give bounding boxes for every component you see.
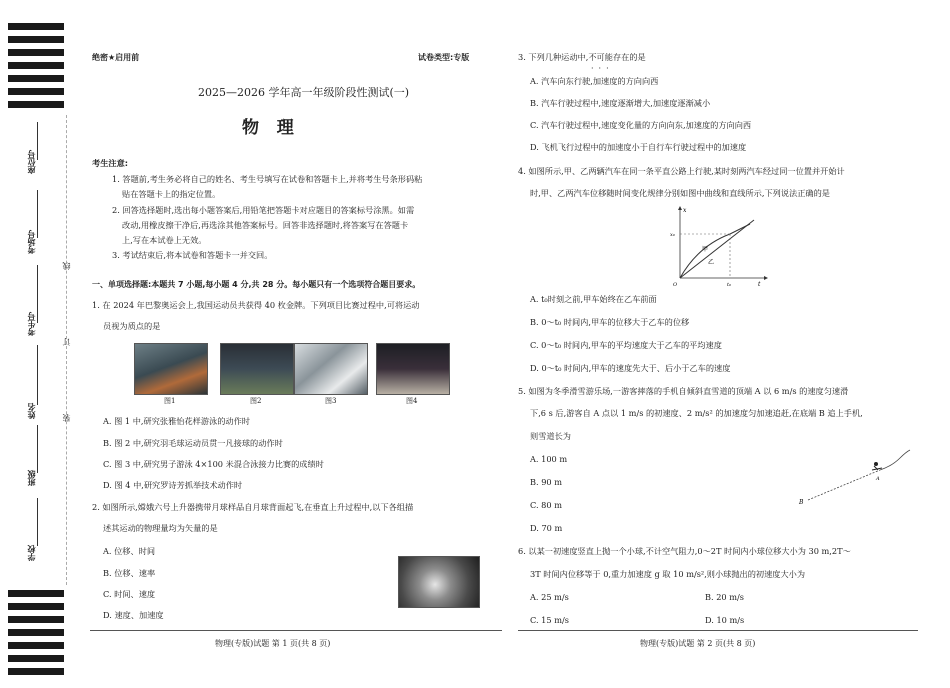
binding-bar bbox=[8, 655, 64, 662]
exam-title: 2025—2026 学年高一年级阶段性测试(一) bbox=[198, 86, 410, 99]
notice-line: 3. 考试结束后,将本试卷和答题卡一并交回。 bbox=[112, 250, 273, 260]
slope-line bbox=[808, 470, 880, 500]
secret-mark: 绝密★启用前 bbox=[92, 53, 140, 62]
footer-rule bbox=[518, 630, 918, 631]
q2-option-d: D. 速度、加速度 bbox=[103, 610, 164, 620]
name-label: 姓名 bbox=[27, 403, 36, 419]
slope-top bbox=[880, 450, 910, 470]
line-yi bbox=[680, 220, 754, 278]
binding-bar bbox=[8, 668, 64, 675]
figure-4-image bbox=[376, 343, 450, 395]
footer-right: 物理(专版)试题 第 2 页(共 8 页) bbox=[640, 639, 756, 648]
q5-ski-slope-figure bbox=[792, 448, 914, 506]
student-number-label: 考生号 bbox=[27, 312, 36, 336]
svg-text:x: x bbox=[683, 207, 687, 214]
fill-line bbox=[37, 190, 38, 238]
q4-stem: 时,甲、乙两汽车位移随时间变化规律分别如图中曲线和直线所示,下列说法正确的是 bbox=[530, 188, 830, 198]
q5-option-c: C. 80 m bbox=[530, 500, 562, 510]
binding-bar bbox=[8, 23, 64, 30]
svg-text:x₀: x₀ bbox=[670, 232, 675, 238]
fill-line bbox=[37, 498, 38, 546]
figure-3-image bbox=[294, 343, 368, 395]
notice-line: 贴在答题卡上的指定位置。 bbox=[122, 189, 221, 199]
binding-bar bbox=[8, 616, 64, 623]
school-label: 学校 bbox=[27, 545, 36, 561]
q2-option-b: B. 位移、速率 bbox=[103, 568, 156, 578]
svg-text:O: O bbox=[673, 282, 678, 288]
binding-bar bbox=[8, 88, 64, 95]
q5-option-a: A. 100 m bbox=[530, 454, 568, 464]
binding-bar bbox=[8, 101, 64, 108]
q4-option-b: B. 0～t₀ 时间内,甲车的位移大于乙车的位移 bbox=[530, 317, 690, 327]
q6-option-b: B. 20 m/s bbox=[705, 592, 744, 602]
binding-bar bbox=[8, 629, 64, 636]
notice-line: 1. 答题前,考生务必将自己的姓名、考生号填写在试卷和答题卡上,并将考生号条形码粘 bbox=[112, 174, 423, 184]
svg-text:B: B bbox=[799, 499, 804, 506]
q5-stem: 5. 如图为冬季滑雪游乐场,一游客摔落的手机自倾斜直雪道的顶端 A 以 6 m/s 的速度匀速滑 bbox=[518, 386, 849, 396]
q3-stem: 3. 下列几种运动中,不可能存在的是 bbox=[518, 52, 646, 62]
binding-bar bbox=[8, 603, 64, 610]
q3-option-a: A. 汽车向东行驶,加速度的方向向西 bbox=[530, 76, 659, 86]
figure-1-caption: 图1 bbox=[164, 397, 176, 405]
binding-bar bbox=[8, 75, 64, 82]
notice-line: 2. 回答选择题时,选出每小题答案后,用铅笔把答题卡对应题目的答案标号涂黑。如需 bbox=[112, 205, 415, 215]
binding-dashed-line bbox=[66, 115, 67, 585]
binding-bar bbox=[8, 642, 64, 649]
notice-line: 上,写在本试卷上无效。 bbox=[122, 235, 207, 245]
q6-option-d: D. 10 m/s bbox=[705, 615, 745, 625]
figure-2-image bbox=[220, 343, 294, 395]
svg-text:A: A bbox=[876, 476, 880, 482]
seat-number-label: 座位号 bbox=[27, 150, 36, 174]
q6-option-a: A. 25 m/s bbox=[530, 592, 569, 602]
footer-rule bbox=[90, 630, 502, 631]
q2-option-c: C. 时间、速度 bbox=[103, 589, 156, 599]
notice-line: 改动,用橡皮擦干净后,再选涂其他答案标号。回答非选择题时,将答案写在答题卡 bbox=[122, 220, 409, 230]
q5-stem: 下,6 s 后,游客自 A 点以 1 m/s 的初速度、2 m/s² 的加速度匀加速追赶,在底端 B 追上手机, bbox=[530, 408, 863, 418]
q3-option-d: D. 飞机飞行过程中的加速度小于自行车行驶过程中的加速度 bbox=[530, 142, 747, 152]
q2-option-a: A. 位移、时间 bbox=[103, 546, 156, 556]
figure-4-caption: 图4 bbox=[406, 397, 418, 405]
svg-text:t₀: t₀ bbox=[727, 282, 732, 288]
notice-title: 考生注意: bbox=[92, 158, 129, 168]
figure-2-caption: 图2 bbox=[250, 397, 262, 405]
q5-option-d: D. 70 m bbox=[530, 523, 563, 533]
q2-stem: 述其运动的物理量均为矢量的是 bbox=[103, 523, 218, 533]
svg-text:t: t bbox=[758, 281, 761, 288]
q1-stem: 1. 在 2024 年巴黎奥运会上,我国运动员共获得 40 枚金牌。下列项目比赛过程中,可将运动 bbox=[92, 300, 420, 310]
binding-char-line: 线 bbox=[62, 262, 71, 270]
q6-stem: 3T 时间内位移等于 0,重力加速度 g 取 10 m/s²,则小球抛出的初速度大小为 bbox=[530, 569, 806, 579]
q4-xt-graph bbox=[668, 206, 768, 288]
q1-option-b: B. 图 2 中,研究羽毛球运动员贯一凡接球的动作时 bbox=[103, 438, 283, 448]
svg-text:乙: 乙 bbox=[708, 259, 715, 266]
q3-option-c: C. 汽车行驶过程中,速度变化量的方向向东,加速度的方向向西 bbox=[530, 120, 752, 130]
q3-option-b: B. 汽车行驶过程中,速度逐渐增大,加速度逐渐减小 bbox=[530, 98, 711, 108]
q2-stem: 2. 如图所示,嫦娥六号上升器携带月球样品自月球背面起飞,在垂直上升过程中,以下各组描 bbox=[92, 502, 414, 512]
q6-stem: 6. 以某一初速度竖直上抛一个小球,不计空气阻力,0～2T 时间内小球位移大小为 30 m,2T～ bbox=[518, 546, 851, 556]
room-number-label: 考场号 bbox=[27, 230, 36, 254]
q4-option-c: C. 0～t₀ 时间内,甲车的平均速度大于乙车的平均速度 bbox=[530, 340, 722, 350]
figure-1-image bbox=[134, 343, 208, 395]
fill-line bbox=[37, 265, 38, 323]
q4-option-a: A. t₀时刻之前,甲车始终在乙车前面 bbox=[530, 294, 657, 304]
binding-bar bbox=[8, 49, 64, 56]
binding-bar bbox=[8, 62, 64, 69]
binding-bar bbox=[8, 590, 64, 597]
figure-3-caption: 图3 bbox=[325, 397, 337, 405]
q1-option-a: A. 图 1 中,研究张雅怡花样游泳的动作时 bbox=[103, 416, 250, 426]
paper-type: 试卷类型:专版 bbox=[418, 53, 470, 62]
q4-stem: 4. 如图所示,甲、乙两辆汽车在同一条平直公路上行驶,某时刻两汽车经过同一位置并开始计 bbox=[518, 166, 845, 176]
section-heading: 一、单项选择题:本题共 7 小题,每小题 4 分,共 28 分。每小题只有一个选项符合题目要求。 bbox=[92, 280, 421, 289]
subject-title: 物 理 bbox=[242, 118, 294, 138]
q1-stem: 员视为质点的是 bbox=[103, 321, 161, 331]
q5-stem: 则雪道长为 bbox=[530, 431, 571, 441]
q5-option-b: B. 90 m bbox=[530, 477, 563, 487]
emphasis-dots: ··· bbox=[591, 64, 614, 73]
class-label: 班级 bbox=[27, 470, 36, 486]
q1-option-d: D. 图 4 中,研究罗诗芳抓举技术动作时 bbox=[103, 480, 243, 490]
q4-option-d: D. 0～t₀ 时间内,甲车的速度先大于、后小于乙车的速度 bbox=[530, 363, 731, 373]
q6-option-c: C. 15 m/s bbox=[530, 615, 569, 625]
skier-icon bbox=[874, 462, 878, 466]
footer-left: 物理(专版)试题 第 1 页(共 8 页) bbox=[215, 639, 331, 648]
binding-char-ding: 订 bbox=[62, 338, 71, 346]
fill-line bbox=[37, 345, 38, 405]
fill-line bbox=[37, 425, 38, 473]
svg-text:甲: 甲 bbox=[702, 246, 709, 253]
binding-char-zhuang: 装 bbox=[62, 414, 71, 422]
fill-line bbox=[37, 122, 38, 160]
binding-bar bbox=[8, 36, 64, 43]
q1-option-c: C. 图 3 中,研究男子游泳 4×100 米混合泳接力比赛的成绩时 bbox=[103, 459, 324, 469]
chang-e-6-image bbox=[398, 556, 480, 608]
